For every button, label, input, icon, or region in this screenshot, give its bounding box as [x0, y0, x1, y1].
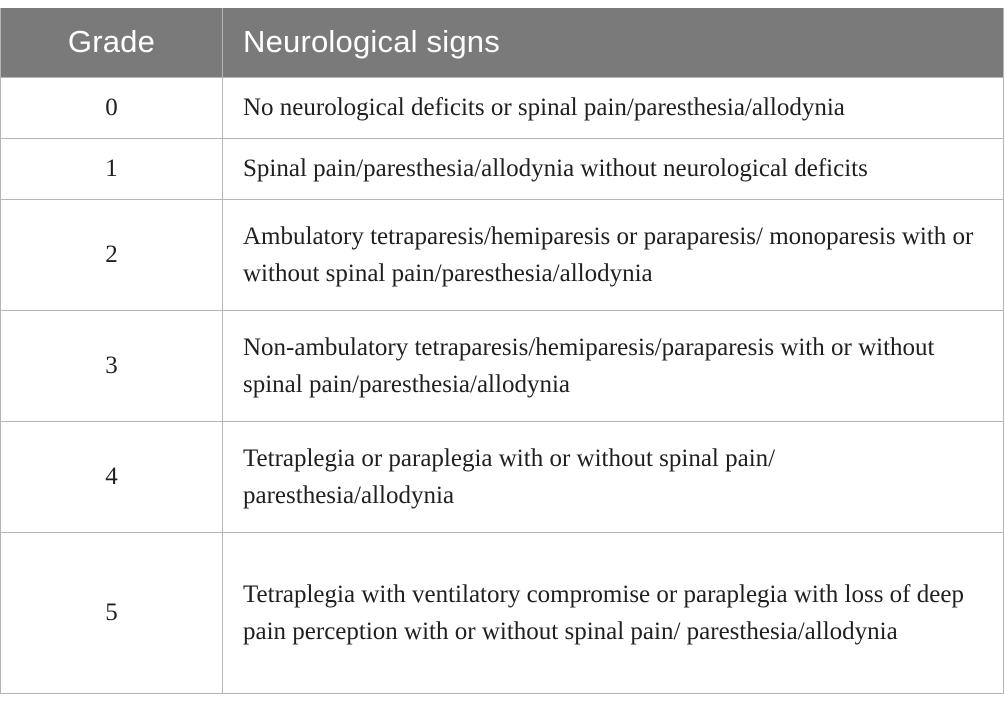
- table-header: [1, 8, 1004, 77]
- signs-cell: Ambulatory tetraparesis/hemiparesis or paraparesis/ monoparesis with or without spinal pain/paresthesia/allodynia: [223, 199, 1004, 310]
- table-row: [1, 77, 1004, 138]
- grade-cell: 4: [1, 421, 223, 532]
- grading-table-container: [0, 8, 1005, 694]
- grade-cell: 2: [1, 199, 223, 310]
- table-row: [1, 310, 1004, 421]
- neurological-grading-table: [0, 8, 1004, 694]
- table-row: [1, 532, 1004, 693]
- signs-cell: Spinal pain/paresthesia/allodynia without neurological deficits: [223, 138, 1004, 199]
- signs-column-header: Neurological signs: [223, 8, 1004, 77]
- grade-cell: 3: [1, 310, 223, 421]
- signs-cell: Tetraplegia or paraplegia with or without spinal pain/ paresthesia/allodynia: [223, 421, 1004, 532]
- grade-cell: 5: [1, 532, 223, 693]
- grade-cell: 0: [1, 77, 223, 138]
- grade-column-header: Grade: [1, 8, 223, 77]
- table-body: [1, 77, 1004, 693]
- table-row: [1, 421, 1004, 532]
- grade-cell: 1: [1, 138, 223, 199]
- signs-cell: Non-ambulatory tetraparesis/hemiparesis/paraparesis with or without spinal pain/paresthesia/allodynia: [223, 310, 1004, 421]
- table-row: [1, 138, 1004, 199]
- signs-cell: Tetraplegia with ventilatory compromise or paraplegia with loss of deep pain perception with or without spinal pain/ paresthesia/allodynia: [223, 532, 1004, 693]
- signs-cell: No neurological deficits or spinal pain/paresthesia/allodynia: [223, 77, 1004, 138]
- header-row: [1, 8, 1004, 77]
- table-row: [1, 199, 1004, 310]
